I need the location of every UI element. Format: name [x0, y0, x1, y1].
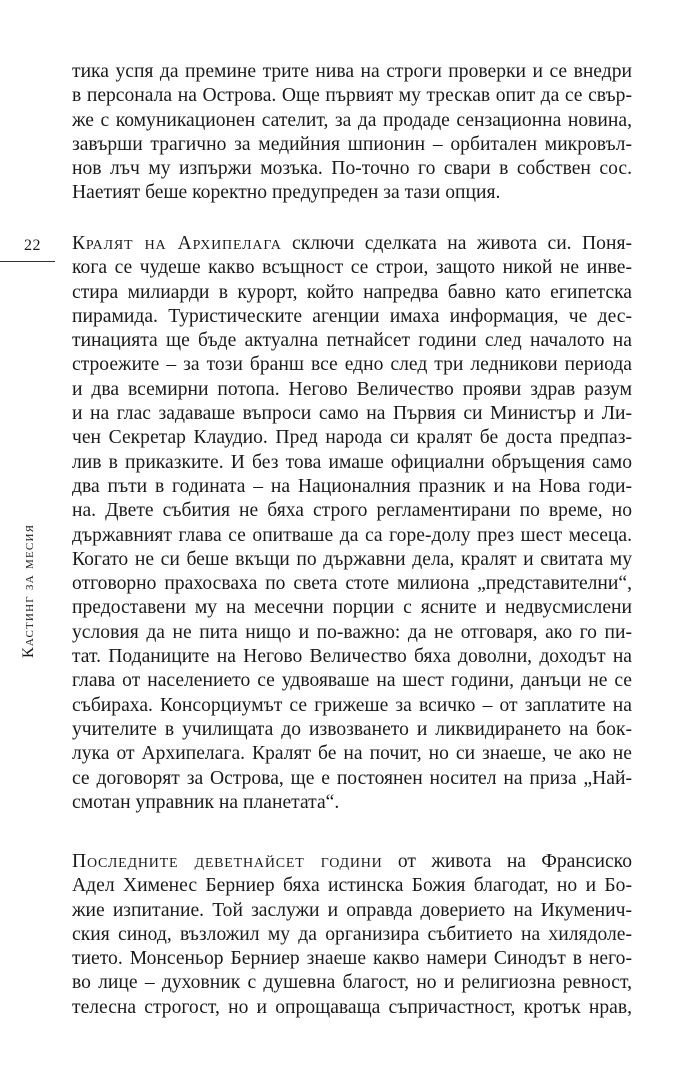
text-line: кога се чудеше какво всъщност се строи, защото никой не инве- — [72, 257, 632, 279]
running-head — [20, 268, 46, 658]
text-line: тат. Поданиците на Негово Величество бяха доволни, доходът на — [72, 646, 632, 668]
text-line: тика успя да премине трите нива на строги проверки и се внедри — [72, 61, 632, 82]
text-line: пирамида. Туристическите агенции имаха информация, че дес- — [72, 305, 632, 327]
page-number: 22 — [24, 237, 41, 254]
text-line: се договорят за Острова, ще е постоянен носител на приза „Най- — [72, 767, 632, 789]
text-line: завърши трагично за медийния шпионин – орбитален микровъл- — [72, 133, 632, 155]
margin-rule — [0, 261, 55, 262]
text-line: и два всемирни потопа. Негово Величество прояви здрав разум — [72, 378, 632, 400]
text-line: же с комуникационен сателит, за да продаде сензационна новина, — [72, 109, 632, 131]
text-line-rest: сключи сделката на живота си. Поня- — [281, 233, 632, 254]
text-line: на. Двете събития не бяха строго регламентирани по време, но — [72, 500, 632, 522]
text-line: глава от населението се удвояваше на шест години, данъци не се — [72, 670, 632, 692]
text-line: лив в приказките. И без това имаше официални обръщения само — [72, 451, 632, 473]
text-line: събираха. Консорциумът се грижеше за всичко – от заплатите на — [72, 694, 632, 716]
text-line-first — [72, 850, 632, 874]
text-line: Адел Хименес Берниер бяха истинска Божия благодат, но и Бо- — [72, 875, 632, 897]
text-line: тинацията ще бъде актуална петнайсет години след началото на — [72, 330, 632, 352]
text-line: тието. Монсеньор Берниер знаеше какво намери Синодът в него- — [72, 948, 632, 970]
text-line-rest: от живота на Франсиско — [382, 851, 632, 872]
text-line: Когато не си беше вкъщи по държавни дела, кралят и свитата му — [72, 548, 632, 570]
paragraph-1 — [72, 60, 632, 206]
text-line: предоставени му на месечни порции с ясните и недвусмислени — [72, 597, 632, 619]
text-line: смотан управник на планетата“. — [72, 791, 340, 813]
text-line: и на глас задаваше въпроси само на Първия си Министър и Ли- — [72, 403, 632, 425]
text-line: строежите – за този бранш все едно след три ледникови периода — [72, 354, 632, 376]
text-line: учителите в училищата до извозването и ликвидирането на бок- — [72, 718, 632, 740]
text-line: чен Секретар Клаудио. Пред народа си кралят бе доста предпаз- — [72, 427, 632, 449]
running-head-title: Кастинг за месия — [20, 523, 37, 658]
text-line: два пъти в годината – на Националния празник и на Нова годи- — [72, 475, 632, 497]
text-line: во лице – духовник с душевна благост, но и религиозна ревност, — [72, 972, 632, 994]
text-line: ския синод, възложил му да организира събитието на хилядоле- — [72, 923, 632, 945]
text-line: условия да не пита нищо и по-важно: да не отговаря, ако го пи- — [72, 621, 632, 643]
text-line: жие изпитание. Той заслужи и оправда доверието на Икуменич- — [72, 899, 632, 921]
small-caps-lead-in: Кралят на Архипелага — [72, 233, 282, 254]
small-caps-lead-in: Последните деветнайсет години — [72, 851, 383, 872]
text-line-first — [72, 232, 632, 256]
paragraph-2 — [72, 232, 632, 815]
text-line: държавният глава се опитваше да са горе-долу през шест месеца. — [72, 524, 632, 546]
paragraph-3 — [72, 850, 632, 1020]
text-line: стира милиарди в курорт, който напредва бавно като египетска — [72, 281, 632, 303]
text-line: телесна строгост, но и опрощаваща съпричастност, кротък нрав, — [72, 996, 632, 1018]
text-line: Наетият беше коректно предупреден за тази опция. — [72, 182, 501, 204]
text-line: в персонала на Острова. Още първият му трескав опит да се свър- — [72, 85, 632, 107]
text-line: нов лъч му изпържи мозъка. По-точно го свари в собствен сос. — [72, 158, 632, 180]
text-line: отговорно прахосваха по света стоте милиона „представителни“, — [72, 573, 632, 595]
text-line: лука от Архипелага. Кралят бе на почит, но си знаеше, че ако не — [72, 743, 632, 765]
